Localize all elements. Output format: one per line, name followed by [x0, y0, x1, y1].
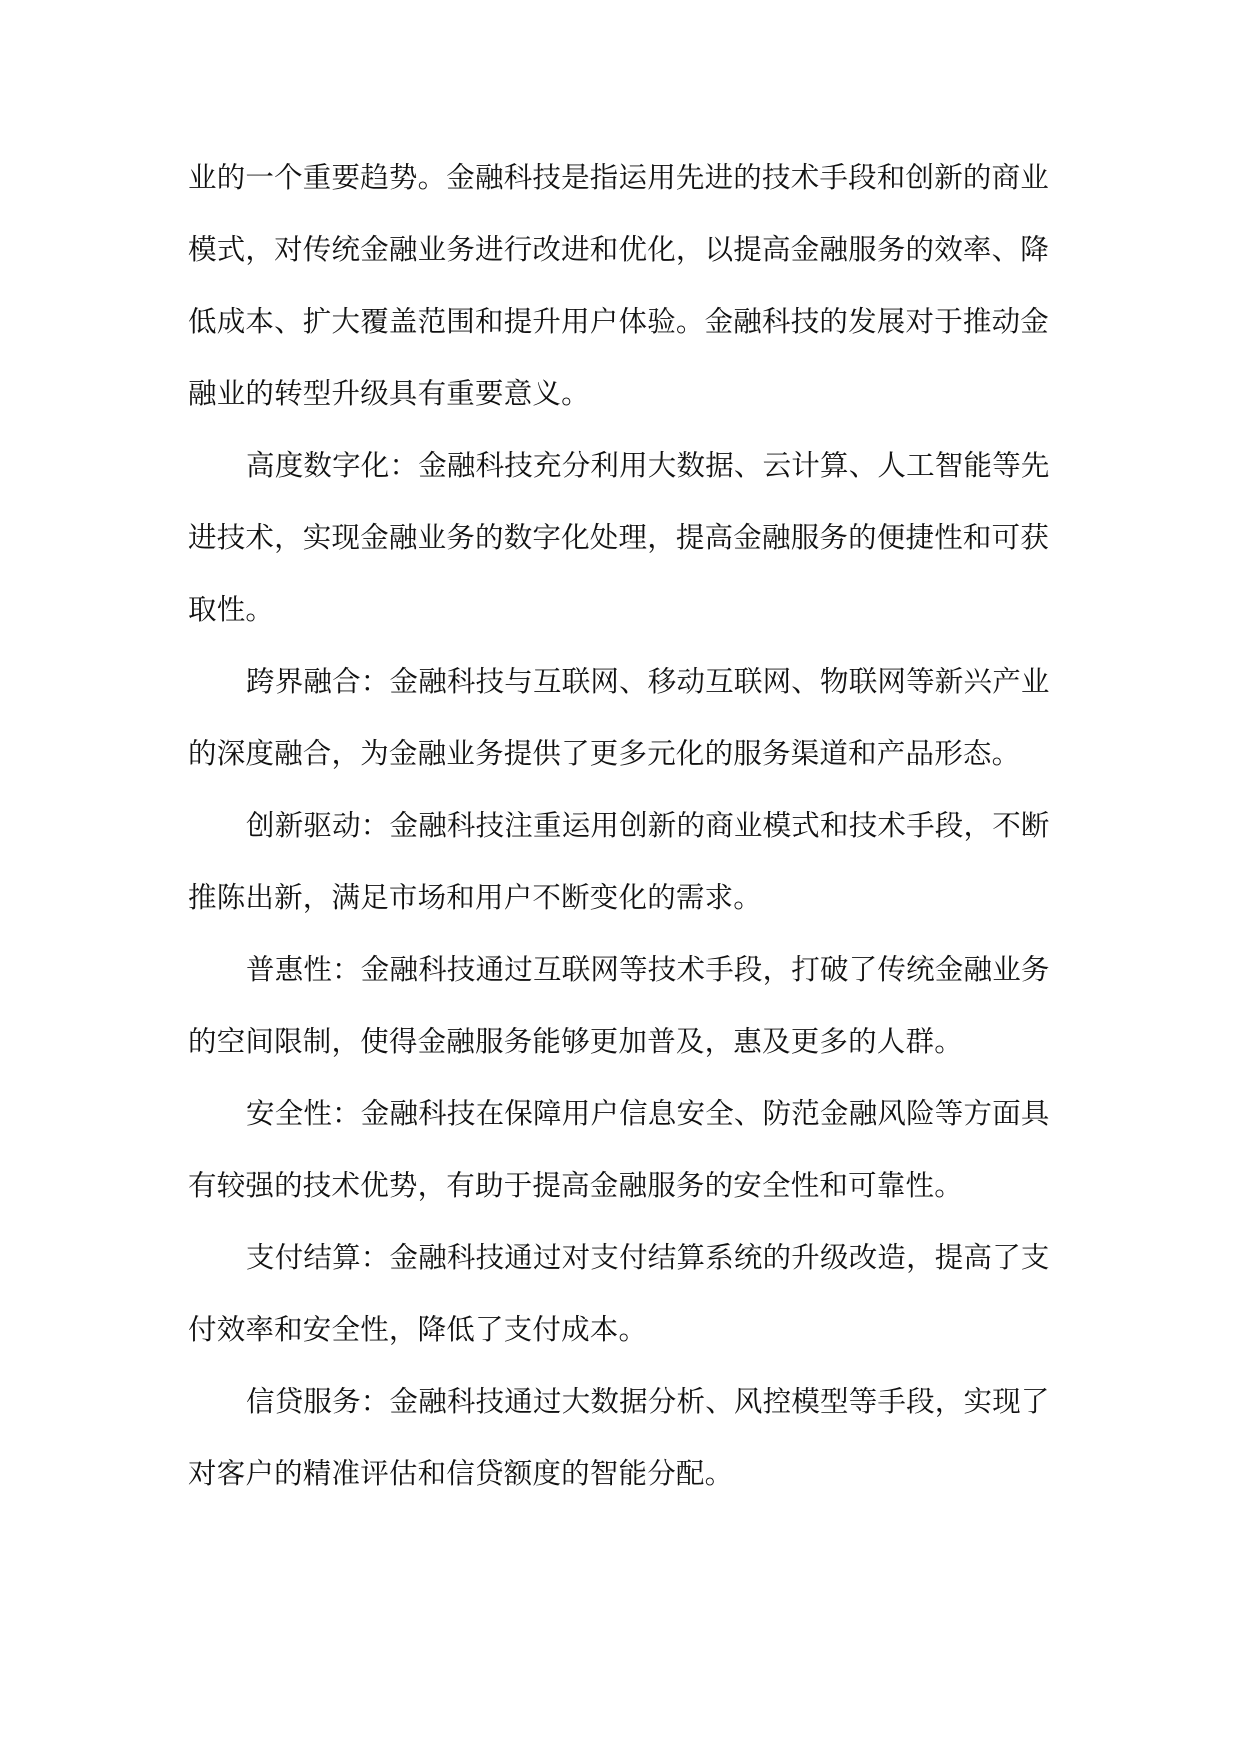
text-line: 进技术，实现金融业务的数字化处理，提高金融服务的便捷性和可获: [188, 521, 1050, 554]
text-line: 融业的转型升级具有重要意义。: [188, 377, 590, 410]
text-line: 有较强的技术优势，有助于提高金融服务的安全性和可靠性。: [188, 1169, 963, 1202]
body-text: [188, 142, 1058, 1510]
text-line: 模式，对传统金融业务进行改进和优化，以提高金融服务的效率、降: [188, 233, 1050, 266]
text-line: 对客户的精准评估和信贷额度的智能分配。: [188, 1457, 734, 1490]
text-line: 低成本、扩大覆盖范围和提升用户体验。金融科技的发展对于推动金: [188, 305, 1050, 338]
text-line: 取性。: [188, 593, 275, 626]
paragraph-heading-line: 安全性：金融科技在保障用户信息安全、防范金融风险等方面具: [246, 1097, 1050, 1130]
text-line: 的空间限制，使得金融服务能够更加普及，惠及更多的人群。: [188, 1025, 963, 1058]
text-line: 付效率和安全性，降低了支付成本。: [188, 1313, 648, 1346]
text-line: 推陈出新，满足市场和用户不断变化的需求。: [188, 881, 763, 914]
text-line: 的深度融合，为金融业务提供了更多元化的服务渠道和产品形态。: [188, 737, 1021, 770]
paragraph-heading-line: 信贷服务：金融科技通过大数据分析、风控模型等手段，实现了: [246, 1385, 1050, 1418]
paragraph-heading-line: 普惠性：金融科技通过互联网等技术手段，打破了传统金融业务: [246, 953, 1050, 986]
text-line: 业的一个重要趋势。金融科技是指运用先进的技术手段和创新的商业: [188, 161, 1050, 194]
paragraph-heading-line: 跨界融合：金融科技与互联网、移动互联网、物联网等新兴产业: [246, 665, 1050, 698]
paragraph-heading-line: 创新驱动：金融科技注重运用创新的商业模式和技术手段，不断: [246, 809, 1050, 842]
paragraph-heading-line: 高度数字化：金融科技充分利用大数据、云计算、人工智能等先: [246, 449, 1050, 482]
paragraph-heading-line: 支付结算：金融科技通过对支付结算系统的升级改造，提高了支: [246, 1241, 1050, 1274]
